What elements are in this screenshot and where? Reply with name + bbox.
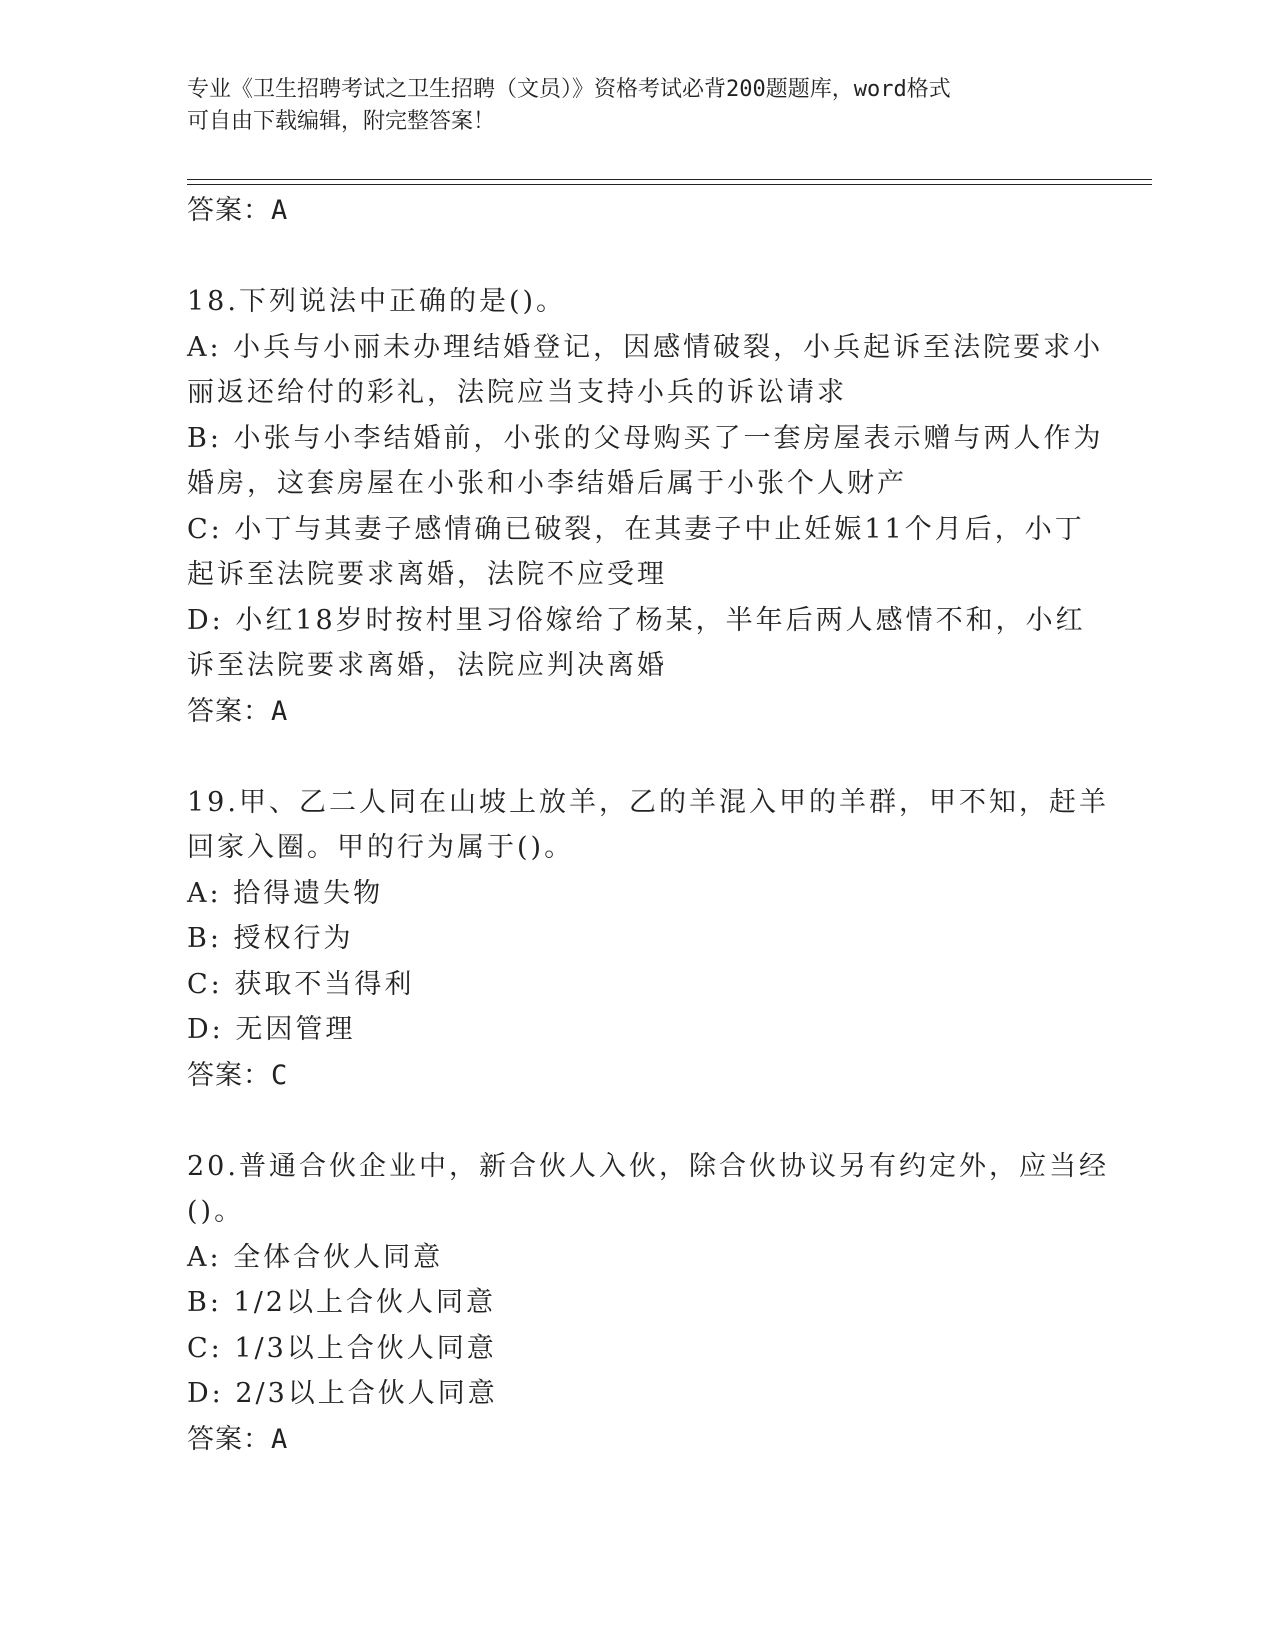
option-line: C: 小丁与其妻子感情确已破裂，在其妻子中止妊娠11个月后，小丁	[187, 513, 1085, 545]
option-d: D: 2/3以上合伙人同意	[187, 1378, 498, 1409]
option-c: C: 获取不当得利	[187, 968, 415, 1000]
question-text: ()。	[187, 1196, 245, 1227]
document-body	[187, 188, 1109, 1462]
option-d: D: 无因管理	[187, 1014, 356, 1045]
spacer	[187, 734, 1087, 780]
option-b: B: 授权行为	[187, 923, 354, 954]
answer-line	[187, 689, 1087, 735]
spacer	[187, 234, 1087, 280]
answer-line	[187, 1417, 1087, 1463]
answer-value: A	[271, 195, 289, 226]
question-20	[187, 1144, 1109, 1463]
question-text: 20.普通合伙企业中，新合伙人入伙，除合伙协议另有约定外，应当经	[187, 1150, 1109, 1182]
answer-block-17	[187, 188, 1087, 234]
option-c: C: 1/3以上合伙人同意	[187, 1332, 497, 1364]
question-text: 19.甲、乙二人同在山坡上放羊，乙的羊混入甲的羊群，甲不知，赶羊	[187, 786, 1109, 818]
answer-line	[187, 188, 1087, 234]
option-b: B: 1/2以上合伙人同意	[187, 1287, 496, 1318]
header-line-1: 专业《卫生招聘考试之卫生招聘（文员）》资格考试必背200题题库，word格式	[187, 77, 951, 102]
header-rule-bottom	[187, 184, 1152, 185]
answer-label: 答案：	[187, 1423, 271, 1455]
spacer	[187, 1098, 1087, 1144]
question-text: 18.下列说法中正确的是()。	[187, 286, 567, 317]
option-line: B: 小张与小李结婚前，小张的父母购买了一套房屋表示赠与两人作为	[187, 422, 1104, 454]
question-18	[187, 279, 1104, 734]
question-text: 回家入圈。甲的行为属于()。	[187, 832, 575, 863]
option-line: A: 小兵与小丽未办理结婚登记，因感情破裂，小兵起诉至法院要求小	[187, 331, 1104, 363]
answer-label: 答案：	[187, 195, 271, 226]
answer-line	[187, 1053, 1087, 1099]
answer-value: C	[271, 1059, 289, 1091]
answer-value: A	[271, 1423, 289, 1455]
option-c	[187, 507, 1087, 598]
answer-label: 答案：	[187, 1059, 271, 1091]
option-line: 起诉至法院要求离婚，法院不应受理	[187, 559, 667, 590]
question-19	[187, 780, 1109, 1099]
header-line-2: 可自由下载编辑，附完整答案！	[187, 109, 496, 134]
option-a	[187, 325, 1104, 416]
answer-value: A	[271, 695, 289, 727]
header-rule-top	[187, 179, 1152, 180]
answer-label: 答案：	[187, 695, 271, 727]
document-header	[187, 74, 1067, 138]
option-line: 丽返还给付的彩礼，法院应当支持小兵的诉讼请求	[187, 377, 847, 408]
option-d	[187, 598, 1087, 689]
option-a: A: 拾得遗失物	[187, 877, 384, 909]
option-b	[187, 416, 1104, 507]
option-line: D: 小红18岁时按村里习俗嫁给了杨某，半年后两人感情不和，小红	[187, 604, 1086, 636]
option-line: 婚房，这套房屋在小张和小李结婚后属于小张个人财产	[187, 468, 907, 499]
option-a: A: 全体合伙人同意	[187, 1241, 444, 1273]
option-line: 诉至法院要求离婚，法院应判决离婚	[187, 650, 667, 681]
